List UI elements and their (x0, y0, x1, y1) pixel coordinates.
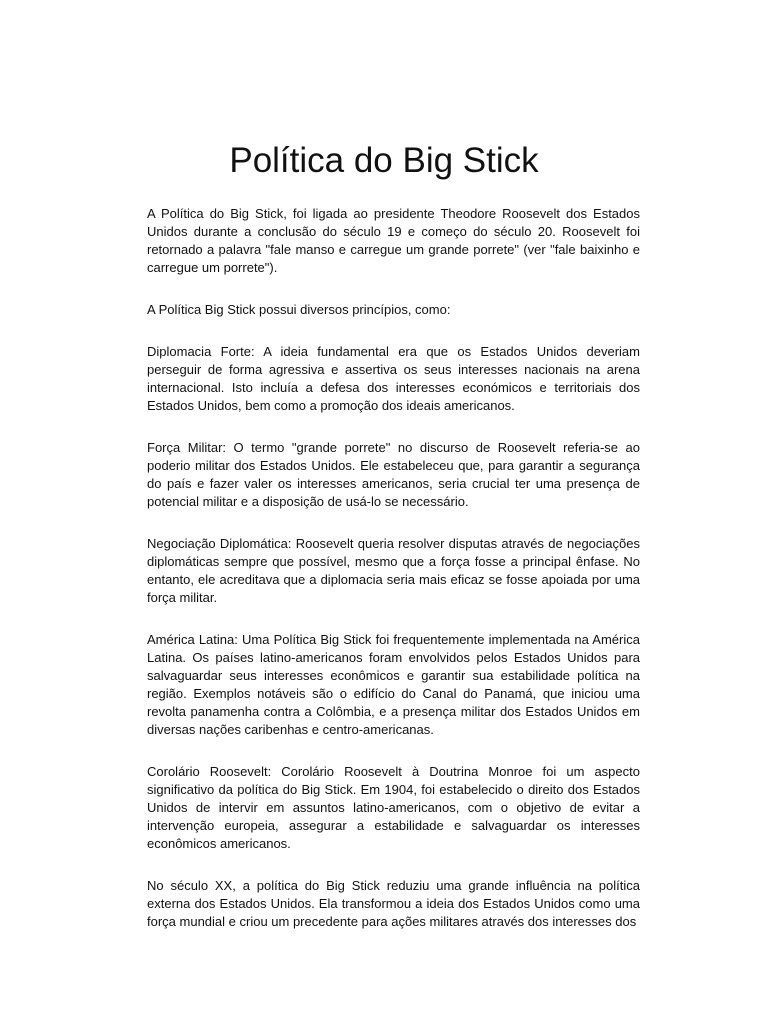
paragraph-corolario-roosevelt: Corolário Roosevelt: Corolário Roosevelt à Doutrina Monroe foi um aspecto significativo da política do Big Stick. Em 1904, foi estabelecido o direito dos Estados Unidos de intervir em assuntos latino-americanos, com o objetivo de evitar a intervenção europeia, assegurar a estabilidade e salvaguardar os interesses econômicos americanos. (147, 764, 640, 851)
document-title: Política do Big Stick (229, 141, 539, 180)
paragraph-intro: A Política do Big Stick, foi ligada ao presidente Theodore Roosevelt dos Estados Unidos durante a conclusão do século 19 e começo do século 20. Roosevelt foi retornado a palavra "fale manso e carregue um grande porrete" (ver "fale baixinho e carregue um porrete"). (147, 206, 640, 275)
paragraph-forca-militar: Força Militar: O termo "grande porrete" no discurso de Roosevelt referia-se ao poderio militar dos Estados Unidos. Ele estabeleceu que, para garantir a segurança do país e fazer valer os interesses americanos, seria crucial ter uma presença de potencial militar e a disposição de usá-lo se necessário. (147, 440, 640, 509)
paragraph-negociacao-diplomatica: Negociação Diplomática: Roosevelt queria resolver disputas através de negociações diplomáticas sempre que possível, mesmo que a força fosse a principal ênfase. No entanto, ele acreditava que a diplomacia seria mais eficaz se fosse apoiada por uma força militar. (147, 536, 640, 605)
paragraph-principles: A Política Big Stick possui diversos princípios, como: (147, 302, 451, 317)
document-body (147, 205, 640, 931)
paragraph-america-latina: América Latina: Uma Política Big Stick foi frequentemente implementada na América Latina. Os países latino-americanos foram envolvidos pelos Estados Unidos para salvaguardar seus interesses econômicos e garantir sua estabilidade política na região. Exemplos notáveis são o edifício do Canal do Panamá, que iniciou uma revolta panamenha contra a Colômbia, e a presença militar dos Estados Unidos em diversas nações caribenhas e centro-americanas. (147, 632, 640, 737)
paragraph-diplomacia-forte: Diplomacia Forte: A ideia fundamental era que os Estados Unidos deveriam perseguir de forma agressiva e assertiva os seus interesses nacionais na arena internacional. Isto incluía a defesa dos interesses económicos e territoriais dos Estados Unidos, bem como a promoção dos ideais americanos. (147, 344, 640, 413)
paragraph-seculo-xx: No século XX, a política do Big Stick reduziu uma grande influência na política externa dos Estados Unidos. Ela transformou a ideia dos Estados Unidos como uma força mundial e criou um precedente para ações militares através dos interesses dos (147, 878, 640, 929)
